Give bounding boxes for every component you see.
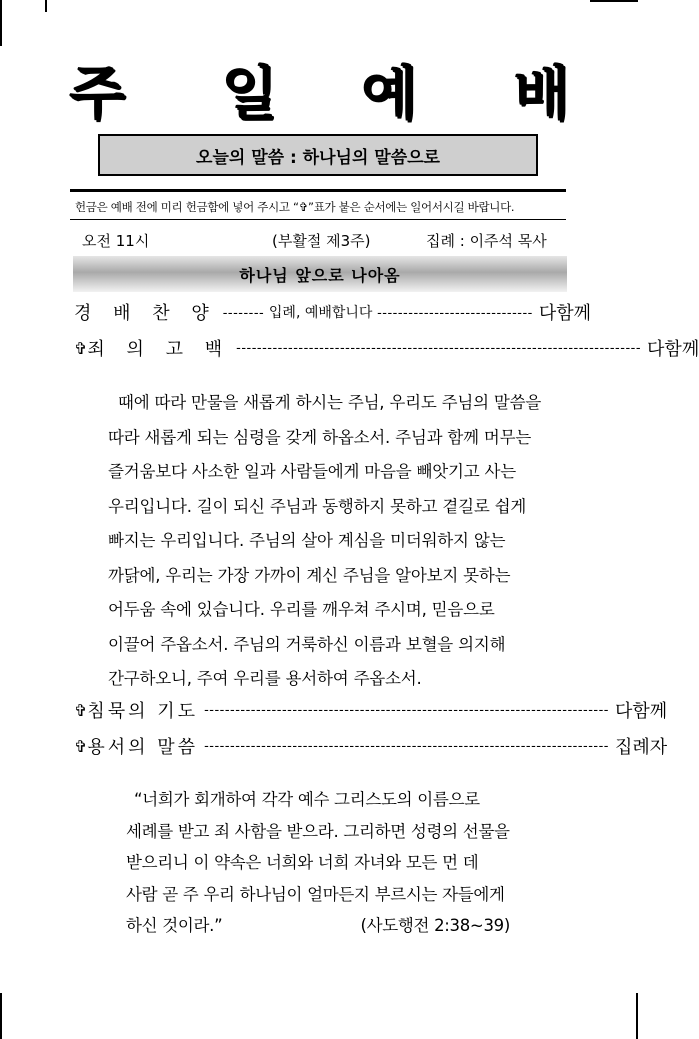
- order-item: [74, 298, 592, 326]
- prayer-line: 어두움 속에 있습니다. 우리를 깨우쳐 주시며, 믿음으로: [108, 600, 495, 619]
- page-title: 주 일 예 배: [68, 59, 608, 127]
- confession-prayer: [108, 386, 542, 697]
- stand-mark-icon: ✞: [74, 338, 88, 358]
- order-leader-text: 입례, 예배합니다: [268, 305, 373, 321]
- dotted-leader: ------------------------------------------------------------------------------: [204, 702, 609, 718]
- prayer-line: 이끌어 주옵소서. 주님의 거룩하신 이름과 보혈을 의지해: [108, 634, 506, 654]
- prayer-line: 즐거움보다 사소한 일과 사람들에게 마음을 빼앗기고 사는: [108, 462, 517, 481]
- stand-mark-icon: ✞: [74, 700, 88, 720]
- prayer-line: 우리입니다. 길이 되신 주님과 동행하지 못하고 곁길로 쉽게: [108, 496, 527, 516]
- officiant: 집례 : 이주석 목사: [426, 232, 547, 250]
- stand-mark-icon: ✞: [74, 736, 88, 756]
- order-participant: 다 함 께: [647, 339, 699, 360]
- order-name: 경 배 찬 양: [74, 303, 217, 324]
- todays-word: 오늘의 말씀 : 하나님의 말씀으로: [196, 147, 440, 168]
- church-season: (부활절 제3주): [272, 232, 371, 250]
- order-participant: 다 함 께: [538, 303, 592, 324]
- order-participant: 집 례 자: [614, 737, 668, 758]
- notice-text: 헌금은 예배 전에 미리 헌금함에 넣어 주시고 “✞”표가 붙은 순서에는 일어서시길 바랍니다.: [75, 200, 515, 214]
- crop-mark: [636, 993, 638, 1039]
- verse-line: 사람 곧 주 우리 하나님이 얼마든지 부르시는 자들에게: [126, 884, 505, 904]
- verse-line: 세례를 받고 죄 사함을 받으라. 그리하면 성령의 선물을: [126, 821, 510, 841]
- divider: [70, 189, 566, 192]
- verse-line: [126, 910, 510, 942]
- dotted-leader: ------------------------------------------------------------------------------: [204, 738, 609, 754]
- order-item: [74, 732, 668, 760]
- crop-mark: [0, 0, 2, 46]
- verse-line: 받으리니 이 약속은 너희와 너희 자녀와 모든 먼 데: [126, 853, 479, 872]
- order-name: 침묵의 기도: [87, 701, 199, 722]
- prayer-line: 까닭에, 우리는 가장 가까이 계신 주님을 알아보지 못하는: [108, 565, 511, 585]
- prayer-line: 때에 따라 만물을 새롭게 하시는 주님, 우리도 주님의 말씀을: [118, 393, 542, 412]
- section-banner: [73, 256, 567, 292]
- order-participant: 다 함 께: [614, 701, 668, 722]
- crop-mark: [45, 0, 47, 12]
- dotted-leader: -------- 입례, 예배합니다 ------------------------------: [222, 305, 533, 321]
- prayer-line: 빠지는 우리입니다. 주님의 살아 계심을 미더워하지 않는: [108, 531, 506, 550]
- verse-end: 하신 것이라.”: [126, 916, 223, 935]
- order-name: 죄 의 고 백: [87, 339, 231, 360]
- service-time: 오전 11시: [82, 232, 150, 250]
- verse-line: “너희가 회개하여 각각 예수 그리스도의 이름으로: [134, 790, 480, 809]
- order-name: 용서의 말씀: [87, 737, 199, 758]
- crop-mark: [590, 0, 638, 2]
- divider: [70, 219, 566, 220]
- todays-word-box: [98, 134, 538, 176]
- verse-reference: (사도행전 2:38~39): [360, 916, 510, 935]
- order-item: [74, 334, 699, 362]
- crop-mark: [0, 993, 2, 1039]
- section-title: 하나님 앞으로 나아옴: [239, 265, 401, 285]
- order-item: [74, 696, 668, 724]
- prayer-line: 간구하오니, 주여 우리를 용서하여 주옵소서.: [108, 669, 422, 688]
- absolution-verse: [126, 784, 510, 942]
- prayer-line: 따라 새롭게 되는 심령을 갖게 하옵소서. 주님과 함께 머무는: [108, 427, 532, 447]
- dotted-leader: ------------------------------------------------------------------------------: [236, 340, 642, 356]
